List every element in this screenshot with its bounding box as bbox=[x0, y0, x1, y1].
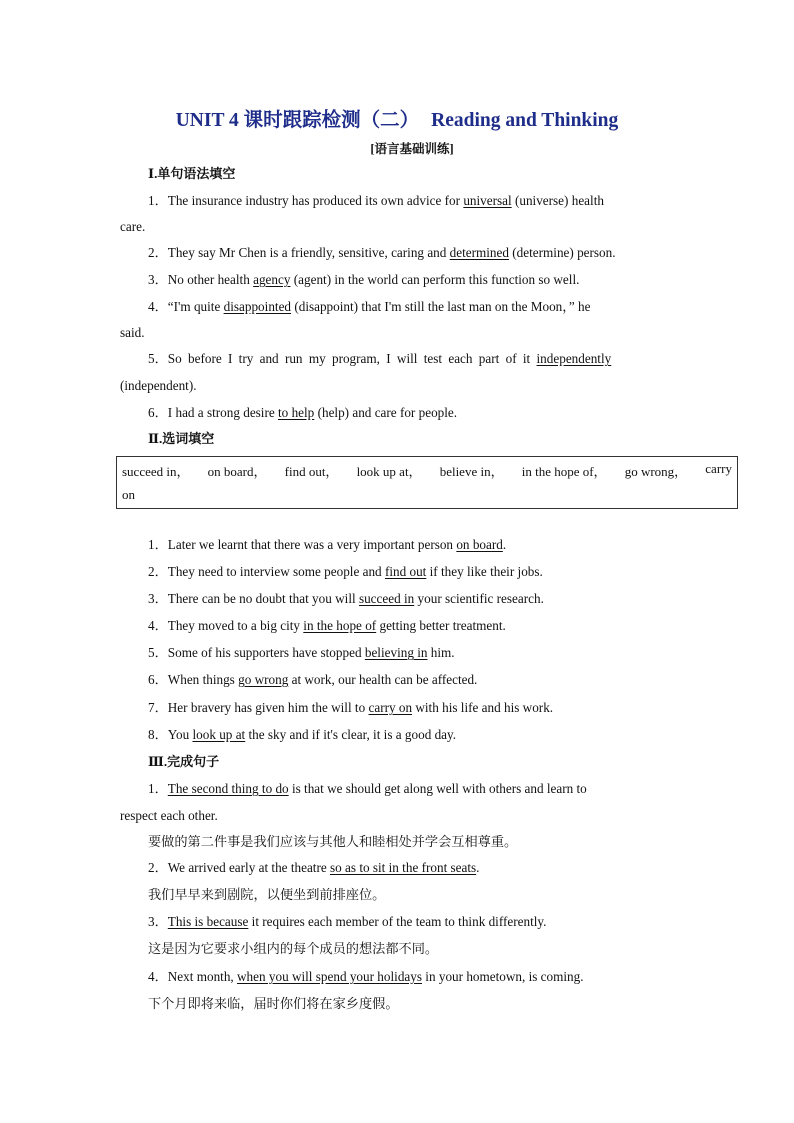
s2-q7-line: 7．Her bravery has given him the will to carry on with his life and his work. bbox=[148, 700, 554, 715]
answer-blank: so as to sit in the front seats bbox=[330, 860, 477, 875]
s1-q2-line: 2．They say Mr Chen is a friendly, sensitive, caring and determined (determine) person. bbox=[148, 245, 616, 260]
answer-blank: disappointed bbox=[223, 299, 292, 314]
s3-q4-chinese: 下个月即将来临，届时你们将在家乡度假。 bbox=[148, 996, 399, 1011]
answer-blank: This is because bbox=[167, 914, 249, 929]
s2-q5-line: 5．Some of his supporters have stopped believing in him. bbox=[148, 645, 455, 660]
word-bank-row bbox=[122, 461, 732, 480]
word-option: go wrong， bbox=[624, 464, 688, 479]
s3-q1-line: 1．The second thing to do is that we should get along well with others and learn to bbox=[148, 781, 587, 796]
answer-blank: go wrong bbox=[238, 672, 289, 687]
answer-blank: look up at bbox=[192, 727, 246, 742]
word-option: succeed in， bbox=[122, 464, 190, 479]
answer-blank: universal bbox=[463, 193, 512, 208]
answer-blank: The second thing to do bbox=[167, 781, 289, 796]
answer-blank: to help bbox=[278, 405, 315, 420]
word-option: in the hope of， bbox=[521, 464, 607, 479]
word-option: look up at， bbox=[356, 464, 422, 479]
answer-blank: succeed in bbox=[358, 591, 415, 606]
page-subtitle: [语言基础训练] bbox=[370, 142, 454, 156]
answer-blank: carry on bbox=[368, 700, 413, 715]
s3-q3-chinese: 这是因为它要求小组内的每个成员的想法都不同。 bbox=[148, 941, 439, 956]
word-bank-cont: on bbox=[122, 487, 135, 502]
s3-q1-cont: respect each other. bbox=[120, 808, 218, 823]
section3-heading: Ⅲ.完成句子 bbox=[148, 754, 220, 769]
section2-heading: Ⅱ.选词填空 bbox=[148, 431, 215, 446]
title-topic: Reading and Thinking bbox=[431, 110, 619, 131]
s3-q1-chinese: 要做的第二件事是我们应该与其他人和睦相处并学会互相尊重。 bbox=[148, 834, 518, 849]
s3-q3-line: 3．This is because it requires each member of the team to think differently. bbox=[148, 914, 547, 929]
s1-q1-line: 1．The insurance industry has produced its own advice for universal (universe) health bbox=[148, 193, 604, 208]
answer-blank: on board bbox=[456, 537, 503, 552]
answer-blank: agency bbox=[253, 272, 291, 287]
s2-q6-line: 6．When things go wrong at work, our health can be affected. bbox=[148, 672, 478, 687]
title-unit: UNIT 4 课时跟踪检测（二） bbox=[175, 110, 420, 131]
s2-q4-line: 4．They moved to a big city in the hope of getting better treatment. bbox=[148, 618, 506, 633]
word-option: carry bbox=[705, 461, 732, 476]
word-option: believe in， bbox=[439, 464, 504, 479]
s1-q3-line: 3．No other health agency (agent) in the world can perform this function so well. bbox=[148, 272, 580, 287]
answer-blank: believing in bbox=[364, 645, 428, 660]
s3-q4-line: 4．Next month, when you will spend your holidays in your hometown, is coming. bbox=[148, 969, 584, 984]
s1-q4-cont: said. bbox=[120, 325, 145, 340]
s3-q2-chinese: 我们早早来到剧院，以便坐到前排座位。 bbox=[148, 887, 386, 902]
section1-heading: Ⅰ.单句语法填空 bbox=[148, 166, 236, 181]
s1-q6-line: 6．I had a strong desire to help (help) and care for people. bbox=[148, 405, 458, 420]
page-title bbox=[0, 104, 794, 132]
answer-blank: find out bbox=[384, 564, 427, 579]
s2-q2-line: 2．They need to interview some people and find out if they like their jobs. bbox=[148, 564, 543, 579]
s2-q8-line: 8．You look up at the sky and if it's clear, it is a good day. bbox=[148, 727, 457, 742]
answer-blank: determined bbox=[449, 245, 509, 260]
answer-blank: independently bbox=[536, 351, 612, 366]
answer-blank: in the hope of bbox=[303, 618, 377, 633]
word-option: on board， bbox=[207, 464, 267, 479]
word-option: find out， bbox=[284, 464, 339, 479]
s2-q1-line: 1．Later we learnt that there was a very important person on board. bbox=[148, 537, 507, 552]
s2-q3-line: 3．There can be no doubt that you will succeed in your scientific research. bbox=[148, 591, 544, 606]
s1-q5-cont: (independent). bbox=[120, 378, 197, 393]
s3-q2-line: 2．We arrived early at the theatre so as to sit in the front seats. bbox=[148, 860, 480, 875]
word-bank-box bbox=[116, 456, 738, 509]
answer-blank: when you will spend your holidays bbox=[237, 969, 422, 984]
s1-q1-cont: care. bbox=[120, 219, 146, 234]
s1-q5-line: 5．So before I try and run my program, I will test each part of it independently bbox=[148, 351, 612, 366]
s1-q4-line: 4．“I'm quite disappointed (disappoint) that I'm still the last man on the Moon，” he bbox=[148, 299, 591, 314]
